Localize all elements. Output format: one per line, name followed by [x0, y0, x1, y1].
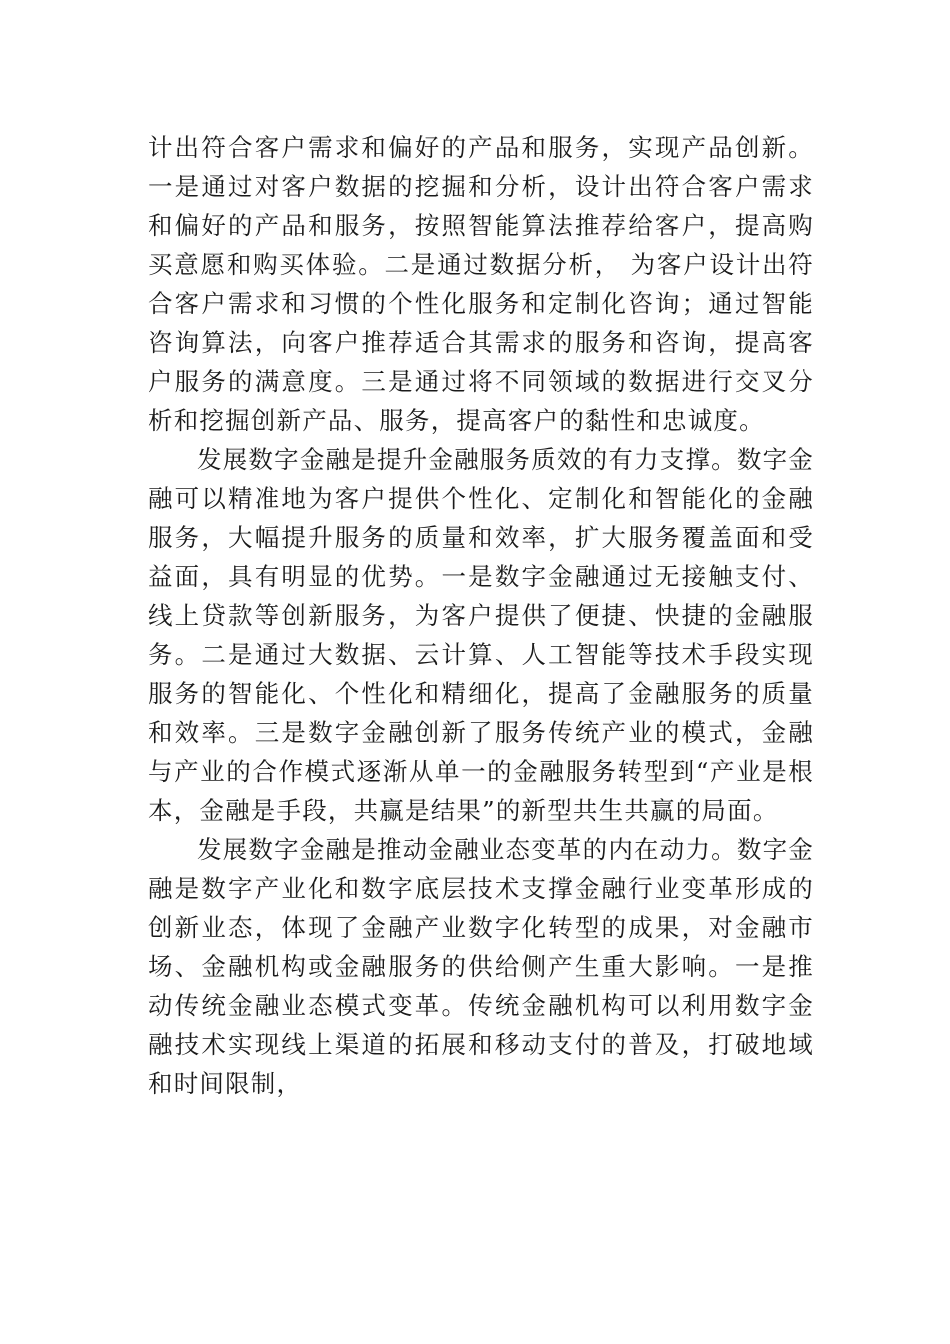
document-body	[148, 128, 814, 1103]
paragraph-continuation: 计出符合客户需求和偏好的产品和服务，实现产品创新。一是通过对客户数据的挖掘和分析，设计出符合客户需求和偏好的产品和服务，按照智能算法推荐给客户，提高购买意愿和购买体验。二是通过数据分析， 为客户设计出符合客户需求和习惯的个性化服务和定制化咨询；通过智能咨询算法，向客户推荐适合其需求的服务和咨询，提高客户服务的满意度。三是通过将不同领域的数据进行交叉分析和挖掘创新产品、服务，提高客户的黏性和忠诚度。	[148, 133, 814, 435]
paragraph-business-reform: 发展数字金融是推动金融业态变革的内在动力。数字金融是数字产业化和数字底层技术支撑金融行业变革形成的创新业态，体现了金融产业数字化转型的成果，对金融市场、金融机构或金融服务的供给侧产生重大影响。一是推动传统金融业态模式变革。传统金融机构可以利用数字金融技术实现线上渠道的拓展和移动支付的普及，打破地域和时间限制，	[148, 835, 814, 1098]
paragraph-service-quality: 发展数字金融是提升金融服务质效的有力支撑。数字金融可以精准地为客户提供个性化、定制化和智能化的金融服务，大幅提升服务的质量和效率，扩大服务覆盖面和受益面，具有明显的优势。一是数字金融通过无接触支付、线上贷款等创新服务，为客户提供了便捷、快捷的金融服务。二是通过大数据、云计算、人工智能等技术手段实现服务的智能化、个性化和精细化，提高了金融服务的质量和效率。三是数字金融创新了服务传统产业的模式，金融与产业的合作模式逐渐从单一的金融服务转型到“产业是根本，金融是手段，共赢是结果”的新型共生共赢的局面。	[148, 445, 814, 825]
